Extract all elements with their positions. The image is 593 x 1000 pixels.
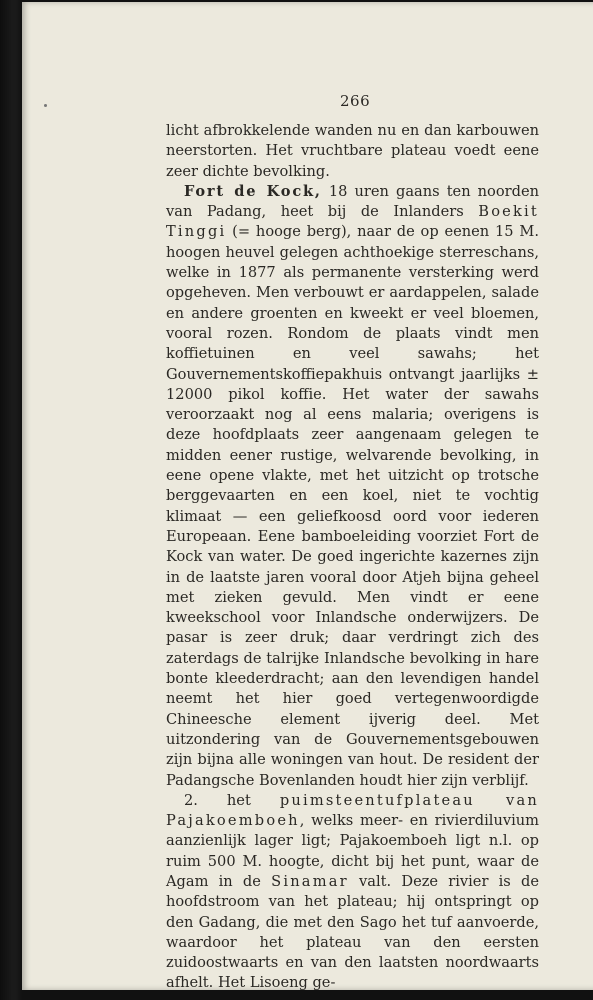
paragraph-text: , welks meer- en rivierdiluvium aanzienlijk lager ligt; Pajakoemboeh ligt n.l. op ruim 500 M. hoogte, dicht bij het punt, waar de Agam in de: [166, 812, 539, 890]
list-number: 2. het: [184, 791, 280, 809]
paragraph-text: (= hooge berg), naar de op eenen 15 M. hoogen heuvel gelegen achthoekige sterreschans, welke in 1877 als permanente versterking werd opgeheven. Men verbouwt er aardappelen, salade en andere groenten en kweekt er veel bloemen, vooral rozen. Rondom de plaats vindt men koffietuinen en veel sawahs; het Gouvernementskoffiepakhuis ontvangt jaarlijks ± 12000 pikol koffie. Het water der sawahs veroorzaakt nog al eens malaria; overigens is deze hoofdplaats zeer aangenaam gelegen te midden eener rustige, welvarende bevolking, in eene opene vlakte, met het uitzicht op trotsche berggevaarten en een koel, niet te vochtig klimaat — een geliefkoosd oord voor iederen Europeaan. Eene bamboeleiding voorziet Fort de Kock van water. De goed ingerichte kazernes zijn in de laatste jaren vooral door Atjeh bijna geheel met zieken gevuld. Men vindt er eene kweekschool voor Inlandsche onderwijzers. De pasar is zeer druk; daar verdringt zich des zaterdags de talrijke Inlandsche bevolking in hare bonte kleederdracht; aan den levendigen handel neemt het hier goed vertegenwoordigde Chineesche element ijverig deel. Met uitzondering van de Gouvernementsgebouwen zijn bijna alle woningen van hout. De resident der Padangsche Bovenlanden houdt hier zijn verblijf.: [166, 223, 539, 789]
page-number: 266: [340, 92, 371, 110]
paragraph-fort-de-kock: [166, 182, 539, 791]
paper-speck: [44, 104, 47, 107]
paragraph-pajakoemboeh: [166, 791, 539, 994]
paragraph-text: licht afbrokkelende wanden nu en dan karbouwen neerstorten. Het vruchtbare plateau voedt eene zeer dichte bevolking.: [166, 122, 539, 180]
spaced-river-name: Sinamar: [271, 872, 349, 890]
spaced-term: puimsteentufplateau van Pajakoemboeh: [166, 791, 539, 830]
paragraph-text: valt. Deze rivier is de hoofdstroom van het plateau; hij ontspringt op den Gadang, die met den Sago het tuf aanvoerde, waardoor het plateau van den eersten zuidoostwaarts en van den laatsten noordwaarts afhelt. Het Lisoeng ge-: [166, 872, 539, 992]
page-body-text: [166, 121, 539, 994]
spaced-place-name: Boekit Tinggi: [166, 203, 539, 241]
paragraph-continuation: [166, 121, 539, 182]
paragraph-text: 18 uren gaans ten noorden van Padang, heet bij de Inlanders: [166, 182, 539, 221]
entry-heading: Fort de Kock,: [184, 182, 322, 200]
